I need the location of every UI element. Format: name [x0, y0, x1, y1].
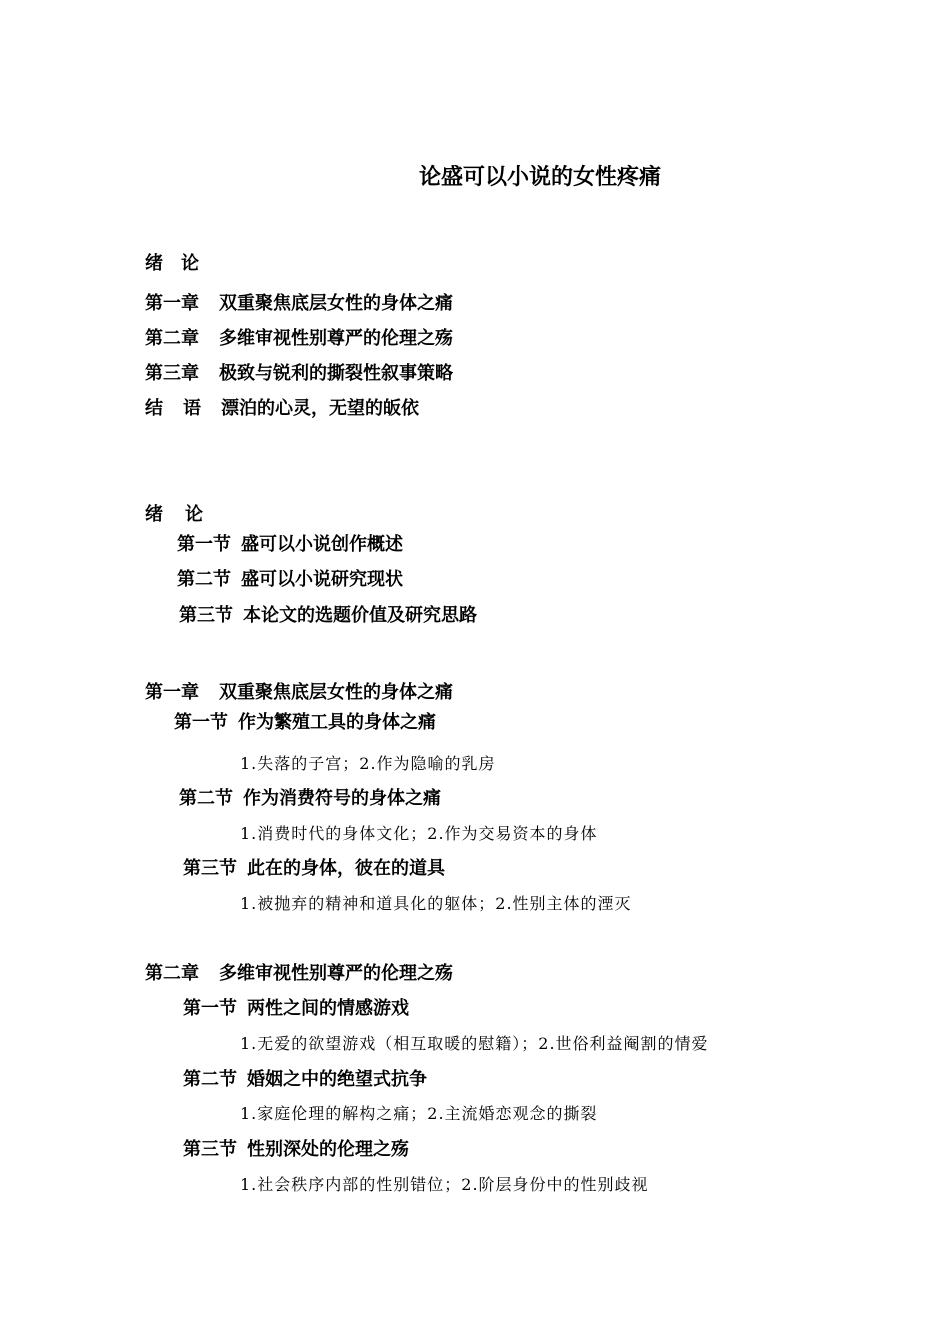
chapter-label: 第一章 — [145, 682, 199, 703]
chapter1-section-1-items: 1.失落的子宫；2.作为隐喻的乳房 — [240, 754, 496, 773]
chapter-label: 第二章 — [145, 963, 199, 984]
section-text: 此在的身体，彼在的道具 — [247, 858, 445, 879]
intro-section-3 — [179, 607, 477, 625]
section-text: 盛可以小说创作概述 — [241, 534, 403, 555]
section-label: 第一节 — [177, 534, 231, 555]
toc-chapter-text: 多维审视性别尊严的伦理之殇 — [219, 328, 453, 349]
toc-intro-label2: 论 — [181, 253, 199, 274]
chapter1-section-1 — [174, 714, 436, 732]
section-label: 第二节 — [177, 569, 231, 590]
chapter1-section-3-items: 1.被抛弃的精神和道具化的躯体；2.性别主体的湮灭 — [240, 894, 632, 913]
toc-chapter-text: 极致与锐利的撕裂性叙事策略 — [219, 363, 453, 384]
toc-intro[interactable] — [145, 255, 199, 273]
chapter2-section-1 — [183, 1000, 409, 1018]
section-text: 作为消费符号的身体之痛 — [243, 788, 441, 809]
intro-heading-label2: 论 — [185, 504, 203, 525]
chapter2-section-3-items: 1.社会秩序内部的性别错位；2.阶层身份中的性别歧视 — [240, 1175, 649, 1194]
chapter1-section-2-items: 1.消费时代的身体文化；2.作为交易资本的身体 — [240, 824, 598, 843]
document-title: 论盛可以小说的女性疼痛 — [419, 165, 662, 190]
toc-conclusion-text: 漂泊的心灵，无望的皈依 — [221, 398, 419, 419]
section-text: 盛可以小说研究现状 — [241, 569, 403, 590]
section-label: 第二节 — [179, 788, 233, 809]
chapter1-section-3 — [183, 860, 445, 878]
toc-chapter-3[interactable] — [145, 365, 453, 383]
intro-section-1 — [177, 536, 403, 554]
section-label: 第一节 — [174, 712, 228, 733]
section-text: 婚姻之中的绝望式抗争 — [247, 1069, 427, 1090]
section-label: 第二节 — [183, 1069, 237, 1090]
section-text: 作为繁殖工具的身体之痛 — [238, 712, 436, 733]
chapter2-heading — [145, 965, 453, 983]
chapter-text: 双重聚焦底层女性的身体之痛 — [219, 682, 453, 703]
intro-heading-label: 绪 — [145, 504, 163, 525]
toc-conclusion[interactable] — [145, 400, 419, 418]
chapter-text: 多维审视性别尊严的伦理之殇 — [219, 963, 453, 984]
chapter2-section-2-items: 1.家庭伦理的解构之痛；2.主流婚恋观念的撕裂 — [240, 1104, 598, 1123]
chapter2-section-1-items: 1.无爱的欲望游戏（相互取暖的慰籍）；2.世俗利益阉割的情爱 — [240, 1034, 709, 1053]
intro-heading — [145, 506, 203, 524]
intro-section-2 — [177, 571, 403, 589]
chapter2-section-3 — [183, 1141, 409, 1159]
chapter1-heading — [145, 684, 453, 702]
chapter2-section-2 — [183, 1071, 427, 1089]
toc-chapter-label: 第三章 — [145, 363, 199, 384]
section-text: 本论文的选题价值及研究思路 — [243, 605, 477, 626]
toc-chapter-1[interactable] — [145, 295, 453, 313]
toc-conclusion-label: 结 — [145, 398, 163, 419]
section-label: 第三节 — [179, 605, 233, 626]
toc-intro-label: 绪 — [145, 253, 163, 274]
section-text: 两性之间的情感游戏 — [247, 998, 409, 1019]
toc-chapter-label: 第二章 — [145, 328, 199, 349]
toc-chapter-2[interactable] — [145, 330, 453, 348]
toc-chapter-label: 第一章 — [145, 293, 199, 314]
toc-conclusion-label2: 语 — [183, 398, 201, 419]
section-label: 第三节 — [183, 858, 237, 879]
section-label: 第三节 — [183, 1139, 237, 1160]
chapter1-section-2 — [179, 790, 441, 808]
section-label: 第一节 — [183, 998, 237, 1019]
toc-chapter-text: 双重聚焦底层女性的身体之痛 — [219, 293, 453, 314]
section-text: 性别深处的伦理之殇 — [247, 1139, 409, 1160]
